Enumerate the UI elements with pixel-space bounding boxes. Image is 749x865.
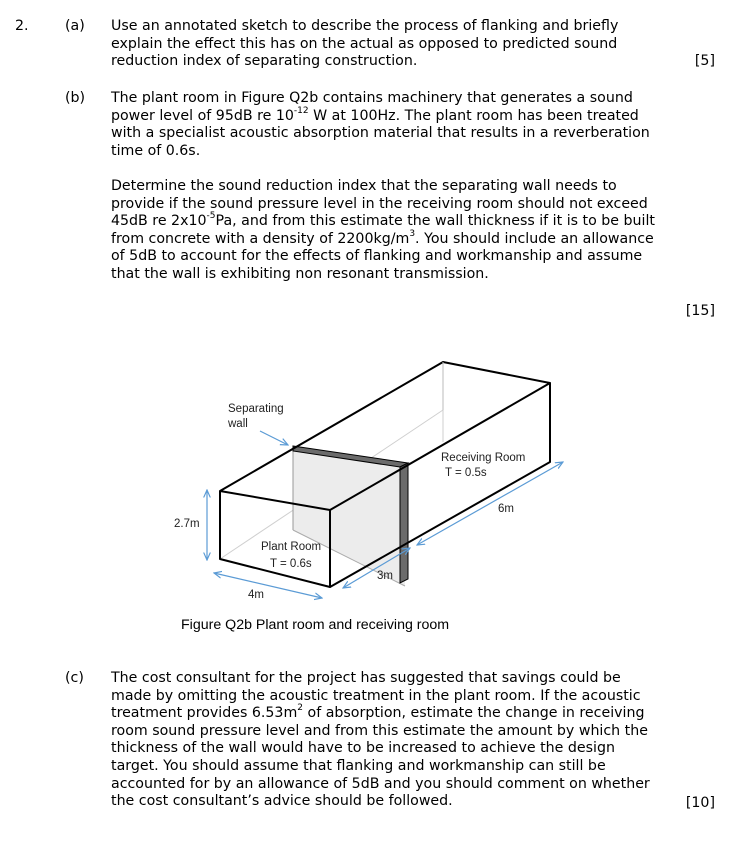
- length-dimension-arrow: [417, 462, 563, 545]
- part-c-marks: [10]: [685, 795, 715, 811]
- figure-caption: Figure Q2b Plant room and receiving room: [181, 617, 450, 633]
- receiving-room-label: Receiving Room: [441, 452, 526, 464]
- part-b-marks: [15]: [685, 303, 715, 319]
- separating-wall-pointer-arrow: [260, 431, 288, 445]
- part-b-p2-post: . You should include an allowance of 5dB to account for the effects of flanking and workmanship and assume that the wall is exhibiting non resonant transmission.: [111, 230, 654, 282]
- part-a-label: (a): [65, 18, 85, 34]
- part-a-marks: [5]: [694, 53, 715, 69]
- question-number: 2.: [15, 18, 29, 34]
- part-a-text: [111, 18, 671, 71]
- part-c-paragraph: [111, 670, 664, 811]
- part-b-p2-sup2: 3: [409, 229, 416, 240]
- part-b-p1-post: W at 100Hz. The plant room has been treated with a specialist acoustic absorption material that results in a reverberation time of 0.6s.: [111, 107, 650, 159]
- plant-room-label: Plant Room: [261, 541, 322, 553]
- separating-wall-label-2: wall: [228, 418, 248, 430]
- figure-q2b-diagram: [160, 355, 580, 610]
- part-c-text-sup: 2: [297, 703, 304, 714]
- part-b-label: (b): [65, 90, 86, 106]
- part-b-p2-sup1: -5: [206, 211, 216, 222]
- separating-wall-side: [400, 463, 408, 583]
- receiving-room-rt: T = 0.5s: [445, 467, 487, 479]
- part-a-line2: explain the effect this has on the actual as opposed to predicted sound: [111, 35, 618, 52]
- length-dimension-label: 6m: [498, 503, 514, 515]
- width-dimension-label: 4m: [248, 589, 264, 601]
- part-b-p1-pre: The plant room in Figure Q2b contains machinery that generates a sound power level of 95dB re 10: [111, 90, 633, 124]
- part-b-p1-sup: -12: [293, 105, 309, 116]
- part-b-paragraph-2: [111, 178, 666, 284]
- width-dimension-arrow: [214, 573, 322, 598]
- part-b-p2-pre: Determine the sound reduction index that the separating wall needs to provide if the sound pressure level in the receiving room should not exceed 45dB re 2x10: [111, 178, 648, 230]
- part-a-line1: Use an annotated sketch to describe the process of flanking and briefly: [111, 18, 619, 34]
- depth-dimension-label: 3m: [377, 570, 393, 582]
- part-b-paragraph-1: [111, 90, 666, 160]
- part-c-text-post: of absorption, estimate the change in receiving room sound pressure level and from this estimate the amount by which the thickness of the wall would have to be increased to achieve the design target. You should assume that flanking and workmanship can still be accounted for by an allowance of 5dB and you should comment on whether the cost consultant’s advice should be followed.: [111, 705, 650, 810]
- part-a-line3: reduction index of separating construction.: [111, 53, 418, 70]
- part-c-text-pre: The cost consultant for the project has suggested that savings could be made by omitting the acoustic treatment in the plant room. If the acoustic treatment provides 6.53m: [111, 670, 641, 722]
- plant-room-rt: T = 0.6s: [270, 558, 312, 570]
- part-c-label: (c): [65, 670, 84, 686]
- separating-wall-label-1: Separating: [228, 403, 284, 415]
- part-b-p2-mid: Pa, and from this estimate the wall thickness if it is to be built from concrete with a density of 2200kg/m: [111, 213, 655, 247]
- height-dimension-label: 2.7m: [174, 518, 200, 530]
